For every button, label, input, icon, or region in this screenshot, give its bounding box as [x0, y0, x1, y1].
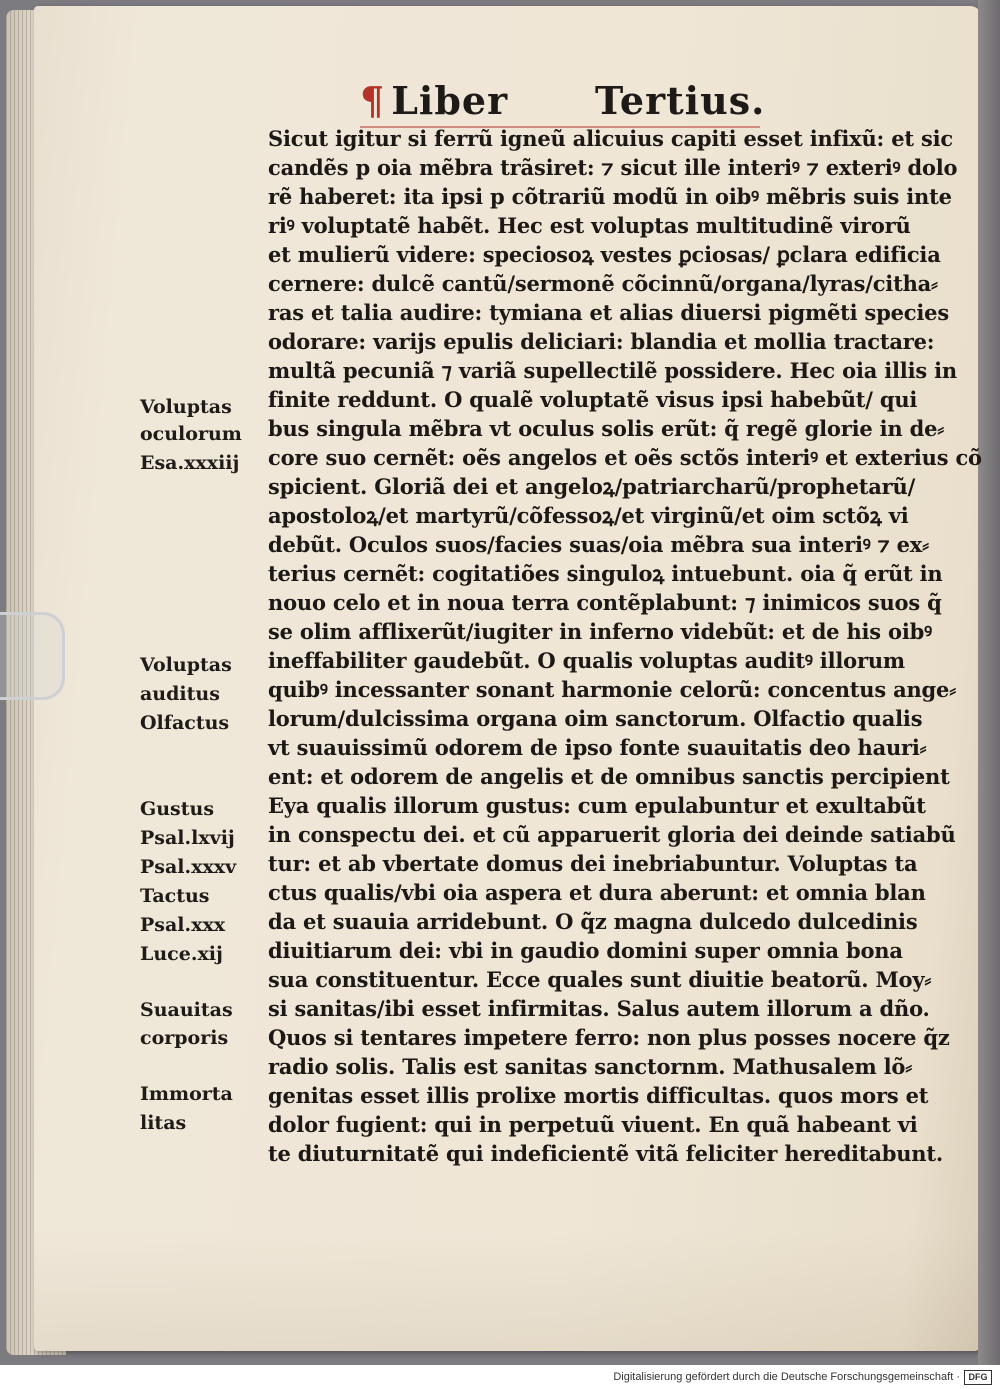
margin-note: Psal.xxx	[140, 914, 226, 936]
text-line: te diuturnitatẽ qui indeficientẽ vitã feliciter hereditabunt.	[268, 1141, 943, 1166]
margin-note: Voluptas	[140, 654, 232, 676]
running-head	[360, 78, 810, 128]
text-line: bus singula mẽbra vt oculus solis erũt: q̃ regẽ glorie in de⸗	[268, 416, 945, 441]
dfg-logo-icon: DFG	[964, 1370, 992, 1385]
running-head-word-2: Tertius.	[595, 78, 766, 123]
margin-note: Psal.xxxv	[140, 856, 237, 878]
page-clip	[0, 612, 65, 700]
text-line: rẽ haberet: ita ipsi p cõtrariũ modũ in oibꝰ mẽbris suis inte	[268, 184, 952, 209]
pilcrow-mark: ¶	[360, 78, 386, 123]
digitization-credit: Digitalisierung gefördert durch die Deutsche Forschungsgemeinschaft ·	[613, 1371, 960, 1383]
text-line: ctus qualis/vbi oia aspera et dura aberunt: et omnia blan	[268, 880, 926, 905]
margin-note: litas	[140, 1112, 187, 1134]
digitization-footer	[0, 1365, 1000, 1389]
margin-note: Gustus	[140, 798, 215, 820]
text-line: spicient. Gloriã dei et angeloꝝ/patriarcharũ/prophetarũ/	[268, 474, 916, 499]
text-line: lorum/dulcissima organa oim sanctorum. Olfactio qualis	[268, 706, 923, 731]
running-head-word-1: Liber	[391, 78, 509, 123]
text-line: da et suauia arridebunt. O q̃z magna dulcedo dulcedinis	[268, 909, 918, 934]
text-line: debũt. Oculos suos/facies suas/oia mẽbra sua interiꝰ ⁊ ex⸗	[268, 532, 929, 557]
text-line: se olim afflixerũt/iugiter in inferno videbũt: et de his oibꝰ	[268, 619, 932, 644]
facing-page-edge	[978, 0, 1000, 1365]
text-line: sua constituentur. Ecce quales sunt diuitie beatorũ. Moy⸗	[268, 967, 932, 992]
margin-note: Olfactus	[140, 712, 230, 734]
text-line: apostoloꝝ/et martyrũ/cõfessoꝝ/et virginũ/et oim sctõꝝ vi	[268, 503, 909, 528]
margin-note: Tactus	[140, 885, 210, 907]
margin-note: auditus	[140, 683, 220, 705]
text-line: odorare: varijs epulis deliciari: blandia et mollia tractare:	[268, 329, 935, 354]
text-line: ent: et odorem de angelis et de omnibus sanctis percipient	[268, 764, 950, 789]
text-line: core suo cernẽt: oẽs angelos et oẽs sctõs interiꝰ et exterius cõ	[268, 445, 982, 470]
text-line: finite reddunt. O qualẽ voluptatẽ visus ipsi habebũt/ qui	[268, 387, 918, 412]
text-line: vt suauissimũ odorem de ipso fonte suauitatis deo hauri⸗	[268, 735, 927, 760]
text-line: multã pecuniã ⁊ variã supellectilẽ possidere. Hec oia illis in	[268, 358, 957, 383]
text-line: ineffabiliter gaudebũt. O qualis voluptas auditꝰ illorum	[268, 648, 905, 673]
text-line: Sicut igitur si ferrũ igneũ alicuius capiti esset infixũ: et sic	[268, 126, 953, 151]
text-line: tur: et ab vbertate domus dei inebriabuntur. Voluptas ta	[268, 851, 918, 876]
text-line: quibꝰ incessanter sonant harmonie celorũ: concentus ange⸗	[268, 677, 956, 702]
text-line: in conspectu dei. et cũ apparuerit gloria dei deinde satiabũ	[268, 822, 956, 847]
text-line: cernere: dulcẽ cantũ/sermonẽ cõcinnũ/organa/lyras/citha⸗	[268, 271, 938, 296]
margin-note: Voluptas	[140, 396, 232, 418]
text-line: ras et talia audire: tymiana et alias diuersi pigmẽti species	[268, 300, 949, 325]
text-line: radio solis. Talis est sanitas sanctornm. Mathusalem lõ⸗	[268, 1054, 913, 1079]
text-line: candẽs p oia mẽbra trãsiret: ⁊ sicut ille interiꝰ ⁊ exteriꝰ dolo	[268, 155, 958, 180]
margin-note: Luce.xij	[140, 943, 223, 965]
margin-note: Immorta	[140, 1083, 233, 1105]
text-line: si sanitas/ibi esset infirmitas. Salus autem illorum a dño.	[268, 996, 930, 1021]
text-line: genitas esset illis prolixe mortis difficultas. quos mors et	[268, 1083, 929, 1108]
text-line: terius cernẽt: cogitatiões singuloꝝ intuebunt. oia q̃ erũt in	[268, 561, 943, 586]
text-line: diuitiarum dei: vbi in gaudio domini super omnia bona	[268, 938, 903, 963]
margin-note: Esa.xxxiij	[140, 452, 240, 474]
margin-note: oculorum	[140, 423, 242, 445]
text-line: Quos si tentares impetere ferro: non plus posses nocere q̃z	[268, 1025, 950, 1050]
text-line: dolor fugient: qui in perpetuũ viuent. En quã habeant vi	[268, 1112, 918, 1137]
text-line: et mulierũ videre: speciosoꝝ vestes ꝑciosas/ ꝑclara edificia	[268, 242, 941, 267]
margin-note: Suauitas	[140, 999, 233, 1021]
margin-note: corporis	[140, 1027, 229, 1049]
text-line: riꝰ voluptatẽ habẽt. Hec est voluptas multitudinẽ virorũ	[268, 213, 911, 238]
margin-note: Psal.lxvij	[140, 827, 235, 849]
text-line: Eya qualis illorum gustus: cum epulabuntur et exultabũt	[268, 793, 926, 818]
text-line: nouo celo et in noua terra contẽplabunt: ⁊ inimicos suos q̃	[268, 590, 942, 615]
